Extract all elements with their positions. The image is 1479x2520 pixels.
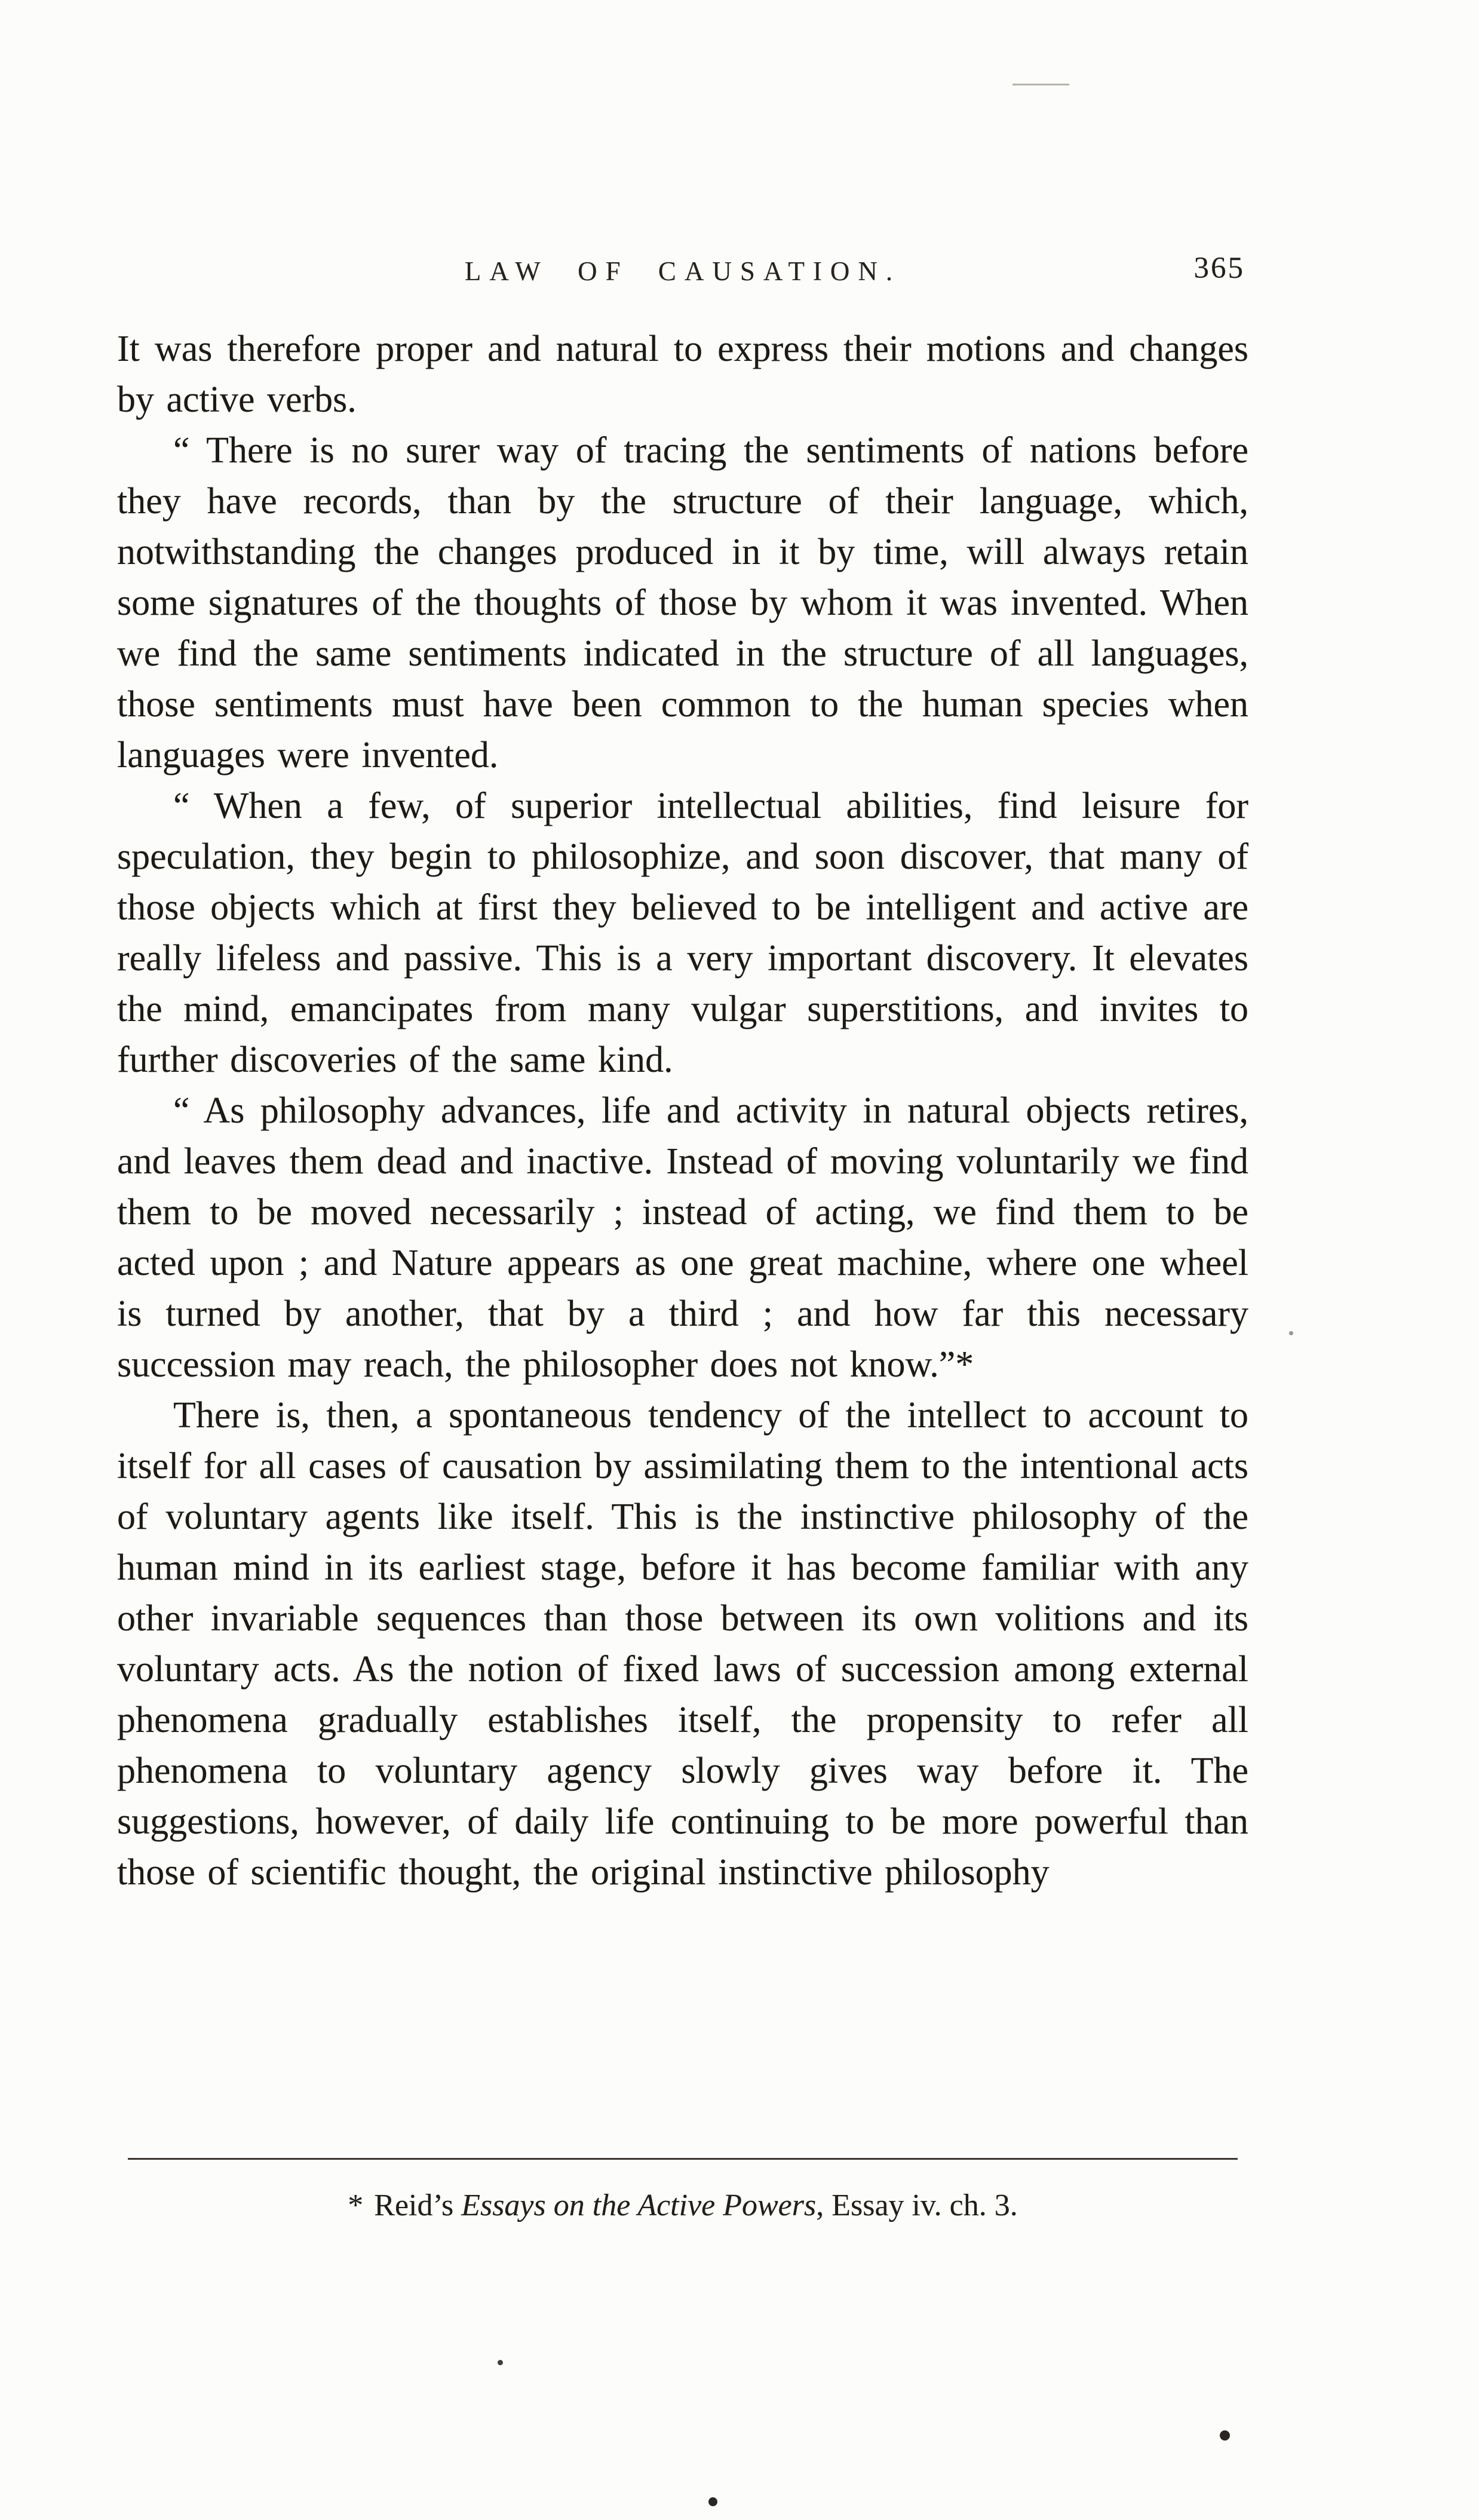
body-text [117, 324, 1248, 1898]
scan-artifact-dot [498, 2360, 503, 2365]
paragraph: It was therefore proper and natural to express their motions and changes by active verbs. [117, 329, 1248, 420]
footnote-text-after: , Essay iv. ch. 3. [816, 2188, 1018, 2222]
paragraph: There is, then, a spontaneous tendency of the intellect to account to itself for all cases of causation by assimilating them to the intentional acts of voluntary agents like itself. This is the instinctive philosophy of the human mind in its earliest stage, before it has become familiar with any other invariable sequences than those between its own volitions and its voluntary acts. As the notion of fixed laws of succession among external phenomena gradually establishes itself, the propensity to refer all phenomena to voluntary agency slowly gives way before it. The suggestions, however, of daily life continuing to be more powerful than those of scientific thought, the original instinctive philosophy [117, 1395, 1248, 1893]
footnote-text-before: Reid’s [374, 2188, 462, 2222]
scan-artifact-line [1012, 84, 1069, 85]
running-title: LAW OF CAUSATION. [464, 256, 901, 286]
footnote-italic-title: Essays on the Active Powers [461, 2188, 817, 2222]
paragraph: “ As philosophy advances, life and activity in natural objects retires, and leaves them dead and inactive. Instead of moving voluntarily we find them to be moved necessarily ; instead of acting, we find them to be acted upon ; and Nature appears as one great machine, where one wheel is turned by another, that by a third ; and how far this necessary succession may reach, the philosopher does not know.”* [117, 1090, 1248, 1385]
footnote-rule [128, 2158, 1238, 2160]
page-number: 365 [1193, 252, 1245, 285]
scan-artifact-dot [708, 2497, 717, 2506]
page-header [117, 252, 1248, 294]
paragraph: “ When a few, of superior intellectual abilities, find leisure for speculation, they begin to philosophize, and soon discover, that many of those objects which at first they believed to be intelligent and active are really lifeless and passive. This is a very important discovery. It elevates the mind, emancipates from many vulgar superstitions, and invites to further discoveries of the same kind. [117, 786, 1248, 1080]
footnote [117, 2184, 1248, 2227]
scan-artifact-dot [1289, 1331, 1293, 1335]
paragraph: “ There is no surer way of tracing the sentiments of nations before they have records, than by the structure of their language, which, notwithstanding the changes produced in it by time, will always retain some signatures of the thoughts of those by whom it was invented. When we find the same sentiments indicated in the structure of all languages, those sentiments must have been common to the human species when languages were invented. [117, 430, 1248, 775]
scan-artifact-dot [1220, 2430, 1230, 2441]
footnote-marker: * [348, 2188, 364, 2222]
